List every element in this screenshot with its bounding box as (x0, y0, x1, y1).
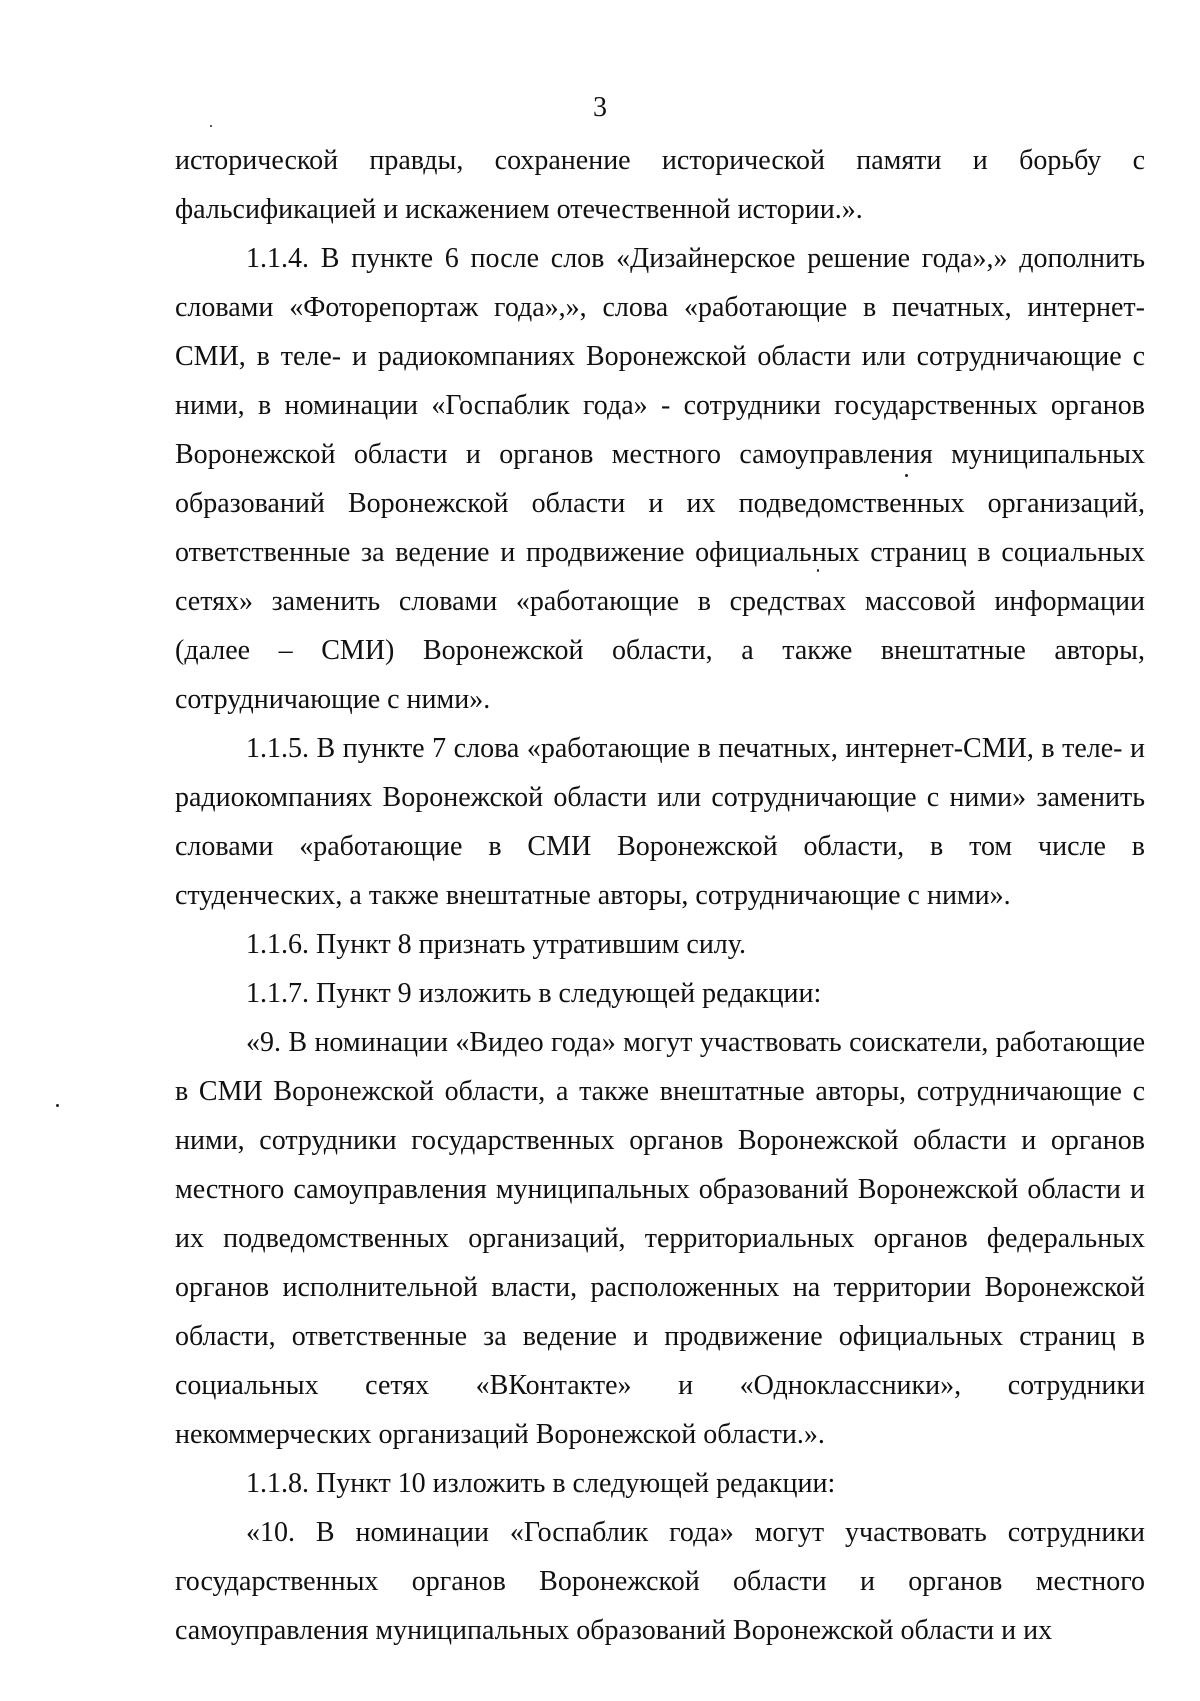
scan-speck (210, 125, 212, 127)
scan-speck (817, 569, 819, 572)
scan-speck (905, 474, 908, 477)
paragraph-1-1-5: 1.1.5. В пункте 7 слова «работающие в печатных, интернет-СМИ, в теле- и радиокомпаниях Воронежской области или сотрудничающие с ними» заменить словами «работающие в СМИ Воронежской области, в том числе в студенческих, а также внештатные авторы, сотрудничающие с ними». (175, 733, 1145, 911)
page-number: 3 (593, 92, 607, 123)
paragraph-1-1-7: 1.1.7. Пункт 9 изложить в следующей редакции: (246, 978, 822, 1009)
paragraph-1-1-4: 1.1.4. В пункте 6 после слов «Дизайнерское решение года»,» дополнить словами «Фоторепортаж года»,», слова «работающие в печатных, интернет-СМИ, в теле- и радиокомпаниях Воронежской области или сотрудничающие с ними, в номинации «Госпаблик года» - сотрудники государственных органов Воронежской области и органов местного самоуправления муниципальных образований Воронежской области и их подведомственных организаций, ответственные за ведение и продвижение официальных страниц в социальных сетях» заменить словами «работающие в средствах массовой информации (далее – СМИ) Воронежской области, а также внештатные авторы, сотрудничающие с ними». (175, 243, 1145, 715)
paragraph-1-1-8: 1.1.8. Пункт 10 изложить в следующей редакции: (246, 1468, 836, 1499)
document-body (175, 136, 1145, 1655)
paragraph-continuation: исторической правды, сохранение исторической памяти и борьбу с фальсификацией и искажением отечественной истории.». (175, 145, 1145, 225)
paragraph-1-1-6: 1.1.6. Пункт 8 признать утратившим силу. (246, 929, 746, 960)
paragraph-item-9: «9. В номинации «Видео года» могут участвовать соискатели, работающие в СМИ Воронежской области, а также внештатные авторы, сотрудничающие с ними, сотрудники государственных органов Воронежской области и органов местного самоуправления муниципальных образований Воронежской области и их подведомственных организаций, территориальных органов федеральных органов исполнительной власти, расположенных на территории Воронежской области, ответственные за ведение и продвижение официальных страниц в социальных сетях «ВКонтакте» и «Одноклассники», сотрудники некоммерческих организаций Воронежской области.». (175, 1027, 1145, 1450)
paragraph-item-10: «10. В номинации «Госпаблик года» могут участвовать сотрудники государственных органов Воронежской области и органов местного самоуправления муниципальных образований Воронежской области и их (175, 1517, 1145, 1646)
scan-speck (56, 1104, 59, 1107)
